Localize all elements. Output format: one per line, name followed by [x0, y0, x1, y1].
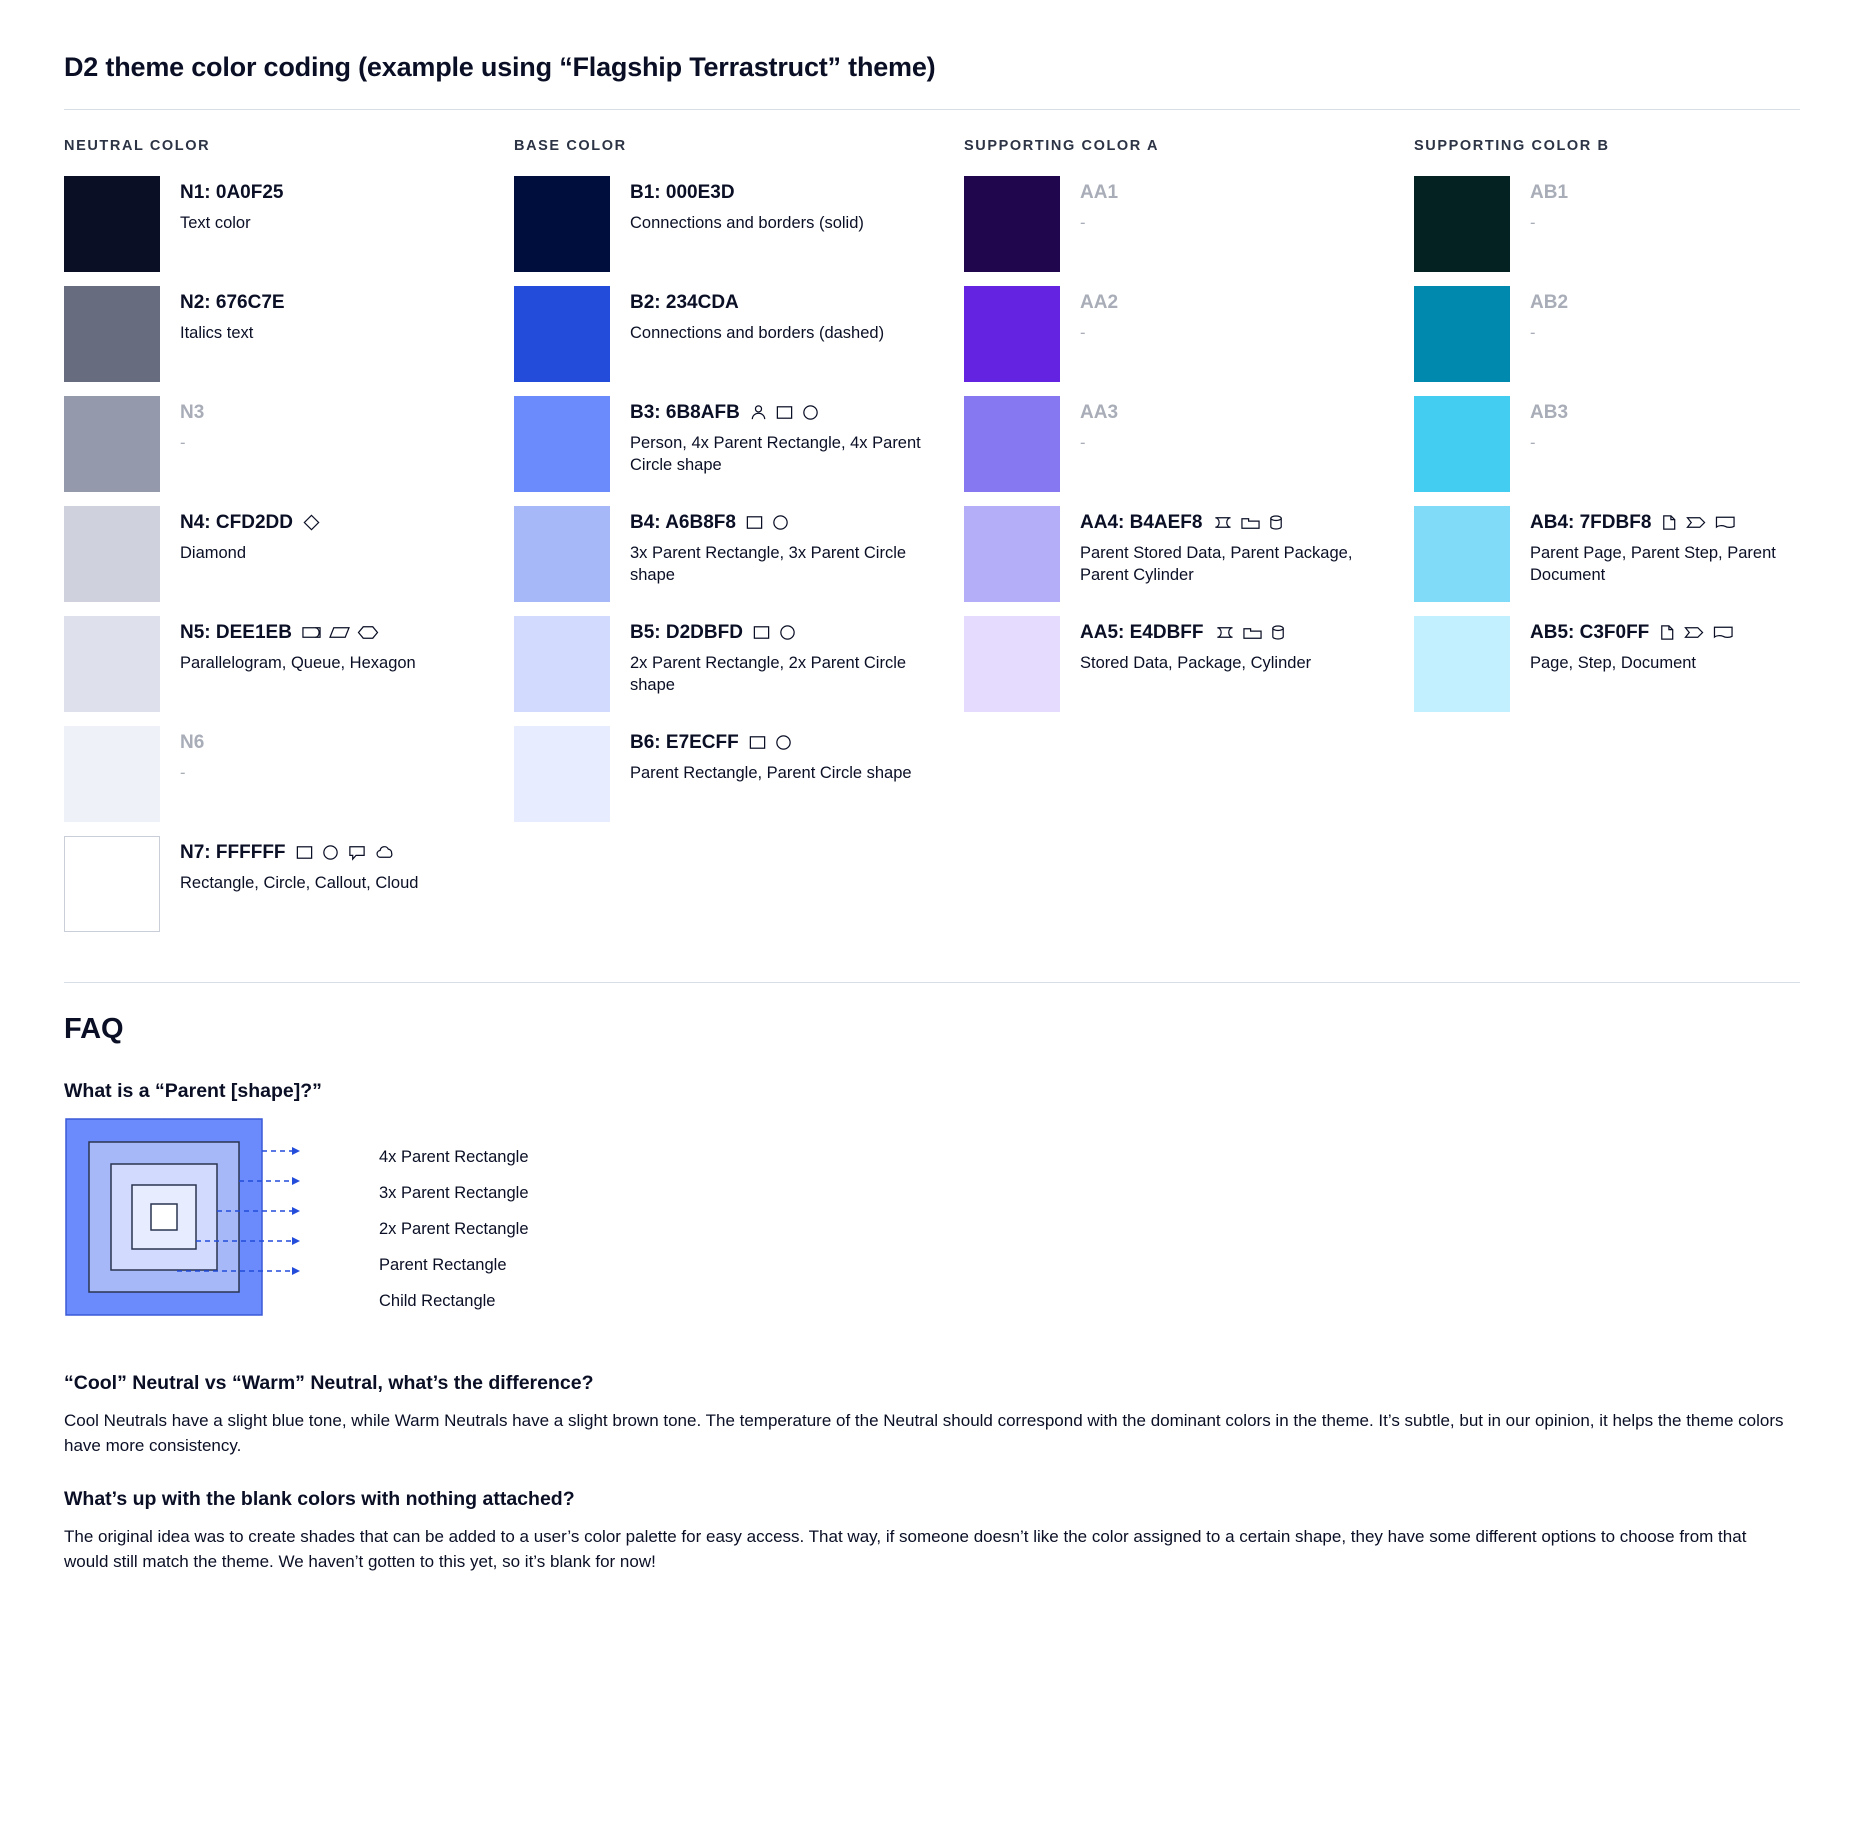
color-swatch-row	[964, 506, 1414, 602]
color-code-label	[180, 292, 514, 314]
color-code-label	[1080, 292, 1414, 314]
color-usage-description: -	[1080, 323, 1086, 342]
nested-rectangle-label: 4x Parent Rectangle	[379, 1147, 529, 1166]
color-swatch-row	[514, 506, 964, 602]
color-code-text: N7: FFFFFF	[180, 842, 286, 863]
color-swatch-row	[514, 176, 964, 272]
color-swatch-text	[1530, 176, 1864, 235]
color-code-text: AA5: E4DBFF	[1080, 622, 1204, 643]
color-chip	[514, 176, 610, 272]
color-code-text: N1: 0A0F25	[180, 182, 284, 203]
color-swatch-row	[64, 286, 514, 382]
rectangle-icon	[748, 733, 767, 752]
color-chip	[964, 396, 1060, 492]
color-swatch-text	[1530, 396, 1864, 455]
color-chip	[964, 176, 1060, 272]
color-swatch-text	[1080, 616, 1414, 675]
nested-rectangle-label: 3x Parent Rectangle	[379, 1183, 529, 1202]
stored-data-icon	[1213, 623, 1235, 642]
circle-icon	[774, 733, 793, 752]
color-usage-description: Parent Rectangle, Parent Circle shape	[630, 763, 912, 782]
color-chip	[64, 506, 160, 602]
color-code-text: N2: 676C7E	[180, 292, 285, 313]
color-chip	[1414, 176, 1510, 272]
faq-divider	[64, 982, 1800, 983]
color-code-label	[1080, 402, 1414, 424]
color-code-text: N4: CFD2DD	[180, 512, 293, 533]
shape-glyph-group	[1658, 623, 1735, 642]
color-code-text: AB2	[1530, 292, 1569, 313]
color-usage-description: Page, Step, Document	[1530, 653, 1697, 672]
color-columns	[64, 138, 1800, 946]
color-swatch-row	[1414, 506, 1864, 602]
color-swatch-row	[514, 396, 964, 492]
color-swatch-text	[630, 286, 964, 345]
rectangle-icon	[745, 513, 764, 532]
queue-icon	[301, 623, 322, 642]
color-swatch-text	[180, 176, 514, 235]
color-usage-description: Connections and borders (dashed)	[630, 323, 885, 342]
color-chip	[964, 506, 1060, 602]
parent-shape-diagram	[64, 1117, 1800, 1332]
color-chip	[964, 616, 1060, 712]
color-swatch-row	[964, 286, 1414, 382]
color-code-text: B5: D2DBFD	[630, 622, 743, 643]
color-chip	[964, 286, 1060, 382]
shape-glyph-group	[295, 843, 397, 862]
color-code-text: N3	[180, 402, 205, 423]
shape-glyph-group	[1211, 513, 1285, 532]
page-icon	[1660, 513, 1678, 532]
color-column-heading: NEUTRAL COLOR	[64, 138, 211, 154]
color-swatch-row	[64, 836, 514, 932]
color-chip	[64, 176, 160, 272]
color-column-heading: SUPPORTING COLOR A	[964, 138, 1160, 154]
color-code-label	[1530, 512, 1864, 534]
color-swatch-text	[1530, 286, 1864, 345]
nested-rectangle-label: 2x Parent Rectangle	[379, 1219, 529, 1238]
circle-icon	[778, 623, 797, 642]
color-code-text: AA4: B4AEF8	[1080, 512, 1203, 533]
parallelogram-icon	[329, 623, 350, 642]
color-swatch-row	[964, 616, 1414, 712]
shape-glyph-group	[749, 403, 820, 422]
color-code-label	[630, 732, 964, 754]
color-usage-description: Connections and borders (solid)	[630, 213, 864, 232]
color-usage-description: -	[1080, 213, 1086, 232]
color-column	[1414, 138, 1864, 946]
color-usage-description: Person, 4x Parent Rectangle, 4x Parent Circle shape	[630, 433, 921, 474]
color-code-text: N6	[180, 732, 205, 753]
color-usage-description: -	[1530, 213, 1536, 232]
faq-question-2: “Cool” Neutral vs “Warm” Neutral, what’s the difference?	[64, 1372, 594, 1394]
circle-icon	[801, 403, 820, 422]
color-code-text: AA2	[1080, 292, 1119, 313]
shape-glyph-group	[302, 513, 321, 532]
color-swatch-row	[64, 616, 514, 712]
color-chip	[1414, 616, 1510, 712]
color-chip	[514, 616, 610, 712]
color-code-label	[630, 402, 964, 424]
color-code-text: AB4: 7FDBF8	[1530, 512, 1652, 533]
color-usage-description: -	[1530, 323, 1536, 342]
color-swatch-row	[1414, 396, 1864, 492]
color-code-label	[1530, 402, 1864, 424]
faq-heading: FAQ	[64, 1013, 124, 1045]
title-divider	[64, 109, 1800, 110]
color-code-label	[180, 402, 514, 424]
color-swatch-text	[1080, 396, 1414, 455]
rectangle-icon	[752, 623, 771, 642]
color-swatch-row	[1414, 176, 1864, 272]
color-swatch-row	[964, 396, 1414, 492]
page-icon	[1658, 623, 1676, 642]
color-usage-description: Diamond	[180, 543, 247, 562]
step-icon	[1685, 513, 1707, 532]
color-code-text: N5: DEE1EB	[180, 622, 292, 643]
color-swatch-row	[64, 726, 514, 822]
color-chip	[1414, 396, 1510, 492]
cylinder-icon	[1270, 623, 1287, 642]
color-swatch-text	[180, 726, 514, 785]
color-swatch-text	[180, 616, 514, 675]
cloud-icon	[374, 843, 397, 862]
color-column	[964, 138, 1414, 946]
faq-question-3: What’s up with the blank colors with nothing attached?	[64, 1488, 575, 1511]
color-usage-description: 2x Parent Rectangle, 2x Parent Circle shape	[630, 653, 907, 694]
color-code-label	[1530, 292, 1864, 314]
color-swatch-text	[180, 836, 514, 895]
color-chip	[514, 286, 610, 382]
color-usage-description: -	[180, 433, 186, 452]
color-code-text: AB1	[1530, 182, 1569, 203]
color-chip	[64, 836, 160, 932]
nested-rectangle-labels	[379, 1139, 529, 1319]
nested-rectangle-label: Child Rectangle	[379, 1291, 496, 1310]
color-usage-description: Parent Page, Parent Step, Parent Document	[1530, 543, 1776, 584]
color-usage-description: Parallelogram, Queue, Hexagon	[180, 653, 416, 672]
page-title: D2 theme color coding (example using “Flagship Terrastruct” theme)	[64, 52, 936, 82]
person-icon	[749, 403, 768, 422]
faq-question-1: What is a “Parent [shape]?”	[64, 1080, 322, 1102]
shape-glyph-group	[748, 733, 793, 752]
color-code-label	[1530, 182, 1864, 204]
color-usage-description: Text color	[180, 213, 251, 232]
package-icon	[1242, 623, 1263, 642]
shape-glyph-group	[752, 623, 797, 642]
color-swatch-text	[630, 726, 964, 785]
color-code-text: AB5: C3F0FF	[1530, 622, 1650, 643]
color-chip	[514, 726, 610, 822]
color-swatch-row	[964, 176, 1414, 272]
color-column	[64, 138, 514, 946]
color-swatch-text	[630, 176, 964, 235]
shape-glyph-group	[1660, 513, 1737, 532]
color-chip	[1414, 286, 1510, 382]
color-swatch-text	[1080, 176, 1414, 235]
color-swatch-row	[514, 616, 964, 712]
step-icon	[1683, 623, 1705, 642]
color-swatch-row	[64, 176, 514, 272]
color-code-label	[1530, 622, 1864, 644]
color-code-label	[630, 512, 964, 534]
color-code-text: AA3	[1080, 402, 1119, 423]
faq-answer-3: The original idea was to create shades that can be added to a user’s color palette for easy access. That way, if someone doesn’t like the color assigned to a certain shape, they have some different options to choose from that would still match the theme. We haven’t gotten to this yet, so it’s blank for now!	[64, 1527, 1747, 1571]
hexagon-icon	[357, 623, 379, 642]
color-usage-description: 3x Parent Rectangle, 3x Parent Circle shape	[630, 543, 907, 584]
color-swatch-row	[64, 396, 514, 492]
document-icon	[1714, 513, 1737, 532]
color-code-label	[630, 292, 964, 314]
color-code-text: AB3	[1530, 402, 1569, 423]
color-code-text: B4: A6B8F8	[630, 512, 736, 533]
rectangle-icon	[295, 843, 314, 862]
color-swatch-text	[1080, 506, 1414, 586]
stored-data-icon	[1211, 513, 1233, 532]
shape-glyph-group	[1213, 623, 1287, 642]
color-code-text: AA1	[1080, 182, 1119, 203]
color-usage-description: Stored Data, Package, Cylinder	[1080, 653, 1312, 672]
color-code-text: B6: E7ECFF	[630, 732, 739, 753]
color-chip	[1414, 506, 1510, 602]
color-chip	[514, 506, 610, 602]
color-usage-description: Parent Stored Data, Parent Package, Parent Cylinder	[1080, 543, 1353, 584]
color-swatch-text	[1080, 286, 1414, 345]
color-swatch-text	[630, 616, 964, 696]
nested-rectangle-label: Parent Rectangle	[379, 1255, 507, 1274]
shape-glyph-group	[745, 513, 790, 532]
color-chip	[64, 726, 160, 822]
color-column	[514, 138, 964, 946]
color-code-label	[630, 622, 964, 644]
document-icon	[1712, 623, 1735, 642]
color-swatch-text	[630, 506, 964, 586]
circle-icon	[771, 513, 790, 532]
color-code-label	[180, 732, 514, 754]
color-chip	[64, 616, 160, 712]
color-swatch-text	[630, 396, 964, 476]
color-usage-description: -	[1080, 433, 1086, 452]
color-chip	[64, 396, 160, 492]
color-code-label	[180, 622, 514, 644]
package-icon	[1240, 513, 1261, 532]
color-column-heading: BASE COLOR	[514, 138, 627, 154]
color-swatch-text	[180, 506, 514, 565]
faq-answer-2: Cool Neutrals have a slight blue tone, while Warm Neutrals have a slight brown tone. The temperature of the Neutral should correspond with the dominant colors in the theme. It’s subtle, but in our opinion, it helps the theme colors have more consistency.	[64, 1411, 1784, 1455]
color-code-text: B3: 6B8AFB	[630, 402, 740, 423]
color-code-label	[180, 182, 514, 204]
rectangle-icon	[775, 403, 794, 422]
cylinder-icon	[1268, 513, 1285, 532]
nested-rectangles-svg	[64, 1117, 364, 1317]
color-code-label	[630, 182, 964, 204]
color-code-label	[1080, 182, 1414, 204]
shape-glyph-group	[301, 623, 379, 642]
color-chip	[64, 286, 160, 382]
color-swatch-row	[514, 726, 964, 822]
color-swatch-row	[1414, 286, 1864, 382]
color-code-label	[180, 512, 514, 534]
color-swatch-text	[1530, 616, 1864, 675]
callout-icon	[347, 843, 367, 862]
color-swatch-text	[180, 286, 514, 345]
color-swatch-text	[180, 396, 514, 455]
color-usage-description: Rectangle, Circle, Callout, Cloud	[180, 873, 419, 892]
color-code-label	[1080, 622, 1414, 644]
color-swatch-row	[514, 286, 964, 382]
diamond-icon	[302, 513, 321, 532]
circle-icon	[321, 843, 340, 862]
color-code-text: B2: 234CDA	[630, 292, 739, 313]
color-code-label	[180, 842, 514, 864]
color-chip	[514, 396, 610, 492]
color-swatch-row	[64, 506, 514, 602]
color-code-text: B1: 000E3D	[630, 182, 735, 203]
color-column-heading: SUPPORTING COLOR B	[1414, 138, 1610, 154]
color-swatch-text	[1530, 506, 1864, 586]
color-usage-description: Italics text	[180, 323, 254, 342]
color-code-label	[1080, 512, 1414, 534]
color-usage-description: -	[1530, 433, 1536, 452]
color-swatch-row	[1414, 616, 1864, 712]
color-usage-description: -	[180, 763, 186, 782]
